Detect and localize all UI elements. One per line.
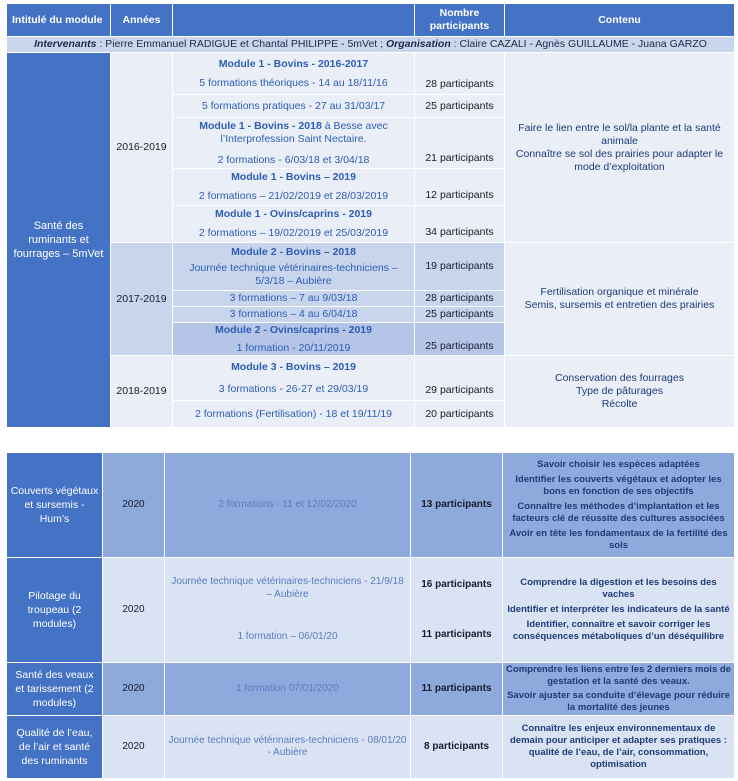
speakers-label: Intervenants <box>34 38 97 50</box>
module-heading: Module 3 - Bovins – 2019 <box>231 360 356 373</box>
session-label: 5 formations pratiques - 27 au 31/03/17 <box>173 95 415 118</box>
header-module: Intitulé du module <box>7 4 111 37</box>
session-cell <box>173 243 415 291</box>
participants-count: 28 participants <box>415 53 505 95</box>
participants-count: 21 participants <box>415 118 505 169</box>
content-line: Savoir ajuster sa conduite d’élevage pour réduire la mortalité des jeunes <box>507 690 730 713</box>
module-heading: Module 1 - Bovins - 2016-2017 <box>218 57 369 70</box>
content-cell <box>503 558 735 663</box>
organisation-text: : Claire CAZALI - Agnès GUILLAUME - Juana GARZO <box>450 38 707 50</box>
period-years: 2016-2019 <box>111 53 173 243</box>
module-heading: Module 2 - Bovins – 2018 <box>231 245 356 258</box>
module-year: 2020 <box>103 663 165 716</box>
organisation-label: Organisation <box>385 38 451 50</box>
participants-count: 34 participants <box>415 206 505 243</box>
session-label: 1 formation - 20/11/2019 <box>236 341 351 354</box>
participants-count: 19 participants <box>415 243 505 291</box>
session-label: Journée technique vétérinaires-techniciens - 21/9/18 – Aubière <box>171 576 404 600</box>
content-line: Connaître se sol des prairies pour adapter le mode d’exploitation <box>515 147 724 173</box>
speakers-row <box>7 37 735 53</box>
header-content: Contenu <box>505 4 735 37</box>
training-table-1 <box>6 3 735 428</box>
content-line: Connaître les enjeux environnementaux de demain pour anticiper et adapter ses pratiques : qualité de l’eau, de l’air, consommation, optimisation <box>510 723 727 770</box>
session-label: 2 formations – 19/02/2019 et 25/03/2019 <box>198 227 389 239</box>
content-line: Type de pâturages <box>576 385 663 397</box>
module-title-cell: Santé des ruminants et fourrages – 5mVet <box>7 53 111 428</box>
training-table-2 <box>6 452 735 779</box>
header-participants: Nombre participants <box>415 4 505 37</box>
session-cell <box>173 356 415 401</box>
session-label: 3 formations – 7 au 9/03/18 <box>173 291 415 307</box>
session-cell <box>173 169 415 206</box>
module-year: 2020 <box>103 453 165 558</box>
content-cell <box>505 53 735 243</box>
module-title-cell: Pilotage du troupeau (2 modules) <box>7 558 103 663</box>
session-label: 3 formations – 4 au 6/04/18 <box>173 307 415 323</box>
table-row <box>7 356 735 401</box>
content-cell <box>505 356 735 428</box>
table-row <box>7 243 735 291</box>
session-label: 2 formations - 6/03/18 et 3/04/18 <box>217 153 370 166</box>
participants-count: 25 participants <box>415 95 505 118</box>
table-header-row <box>7 4 735 37</box>
content-line: Savoir choisir les espèces adaptées <box>537 458 700 470</box>
table-row <box>7 558 735 663</box>
module-heading: Module 2 - Ovins/caprins - 2019 <box>215 323 372 336</box>
module-title-cell: Qualité de l’eau, de l’air et santé des ruminants <box>7 716 103 779</box>
session-label: 1 formation 07/01/2020 <box>165 663 411 716</box>
content-line: Comprendre les liens entre les 2 derniers mois de gestation et la santé des veaux. <box>506 664 731 687</box>
module-title-cell: Santé des veaux et tarissement (2 modules) <box>7 663 103 716</box>
content-line: Avoir en tête les fondamentaux de la fertilité des sols <box>509 527 728 551</box>
content-line: Faire le lien entre le sol/la plante et la santé animale <box>518 121 721 147</box>
module-heading: Module 1 - Ovins/caprins - 2019 <box>215 208 372 220</box>
period-years: 2017-2019 <box>111 243 173 356</box>
session-label: 2 formations (Fertilisation) - 18 et 19/11/19 <box>173 401 415 428</box>
table-row <box>7 453 735 558</box>
module-heading: Module 1 - Bovins – 2019 <box>231 171 356 183</box>
content-cell <box>503 453 735 558</box>
content-line: Comprendre la digestion et les besoins des vaches <box>520 577 717 600</box>
module-year: 2020 <box>103 558 165 663</box>
participants-count: 16 participants <box>421 578 492 590</box>
content-line: Semis, sursemis et entretien des prairies <box>524 299 715 311</box>
participants-count: 25 participants <box>415 307 505 323</box>
speakers-cell <box>7 37 735 53</box>
content-line: Identifier, connaître et savoir corriger les conséquences métaboliques d’un déséquilibre <box>512 619 725 642</box>
session-cell <box>173 206 415 243</box>
session-label: 5 formations théoriques - 14 au 18/11/16 <box>199 76 388 89</box>
content-cell <box>503 716 735 779</box>
content-line: Identifier les couverts végétaux et adopter les bons en fonction de ses objectifs <box>515 473 722 497</box>
module-heading: Module 1 - Bovins - 2018 <box>199 119 322 132</box>
participants-count: 25 participants <box>415 323 505 356</box>
header-years: Années <box>111 4 173 37</box>
participants-count: 20 participants <box>415 401 505 428</box>
session-label: 1 formation – 06/01/20 <box>237 631 338 643</box>
participants-count: 28 participants <box>415 291 505 307</box>
content-cell <box>505 243 735 356</box>
participants-count: 8 participants <box>411 716 503 779</box>
content-line: Connaître les méthodes d’implantation et les facteurs clé de réussite des cultures associées <box>512 500 725 524</box>
table-row <box>7 53 735 95</box>
module-title-cell: Couverts végétaux et sursemis - Hum’s <box>7 453 103 558</box>
session-label: Journée technique vétérinaires-techniciens - 08/01/20 - Aubière <box>165 716 411 779</box>
session-cell <box>173 53 415 95</box>
period-years: 2018-2019 <box>111 356 173 428</box>
participants-count: 11 participants <box>411 663 503 716</box>
participants-cell <box>411 558 503 663</box>
content-cell <box>503 663 735 716</box>
session-cell <box>173 118 415 169</box>
module-year: 2020 <box>103 716 165 779</box>
session-label: 2 formations – 21/02/2019 et 28/03/2019 <box>198 190 389 202</box>
content-line: Fertilisation organique et minérale <box>540 286 699 298</box>
module-heading-suffix: à Besse avec l’Interprofession Saint Nectaire. <box>220 119 388 145</box>
session-label: 3 formations - 26-27 et 29/03/19 <box>218 382 369 395</box>
participants-count: 13 participants <box>411 453 503 558</box>
table-row <box>7 663 735 716</box>
participants-count: 12 participants <box>415 169 505 206</box>
content-line: Récolte <box>601 398 638 410</box>
content-line: Conservation des fourrages <box>555 372 684 384</box>
content-line: Identifier et interpréter les indicateurs de la santé <box>507 604 730 615</box>
session-label: 2 formations - 11 et 12/02/2020 <box>165 453 411 558</box>
header-sessions <box>173 4 415 37</box>
participants-count: 29 participants <box>415 356 505 401</box>
speakers-text: : Pierre Emmanuel RADIGUE et Chantal PHILIPPE - 5mVet ; <box>96 38 386 50</box>
session-cell <box>165 558 411 663</box>
participants-count: 11 participants <box>421 629 492 640</box>
session-label: Journée technique vétérinaires-techniciens – 5/3/18 – Aubière <box>189 261 398 287</box>
session-cell <box>173 323 415 356</box>
table-row <box>7 716 735 779</box>
